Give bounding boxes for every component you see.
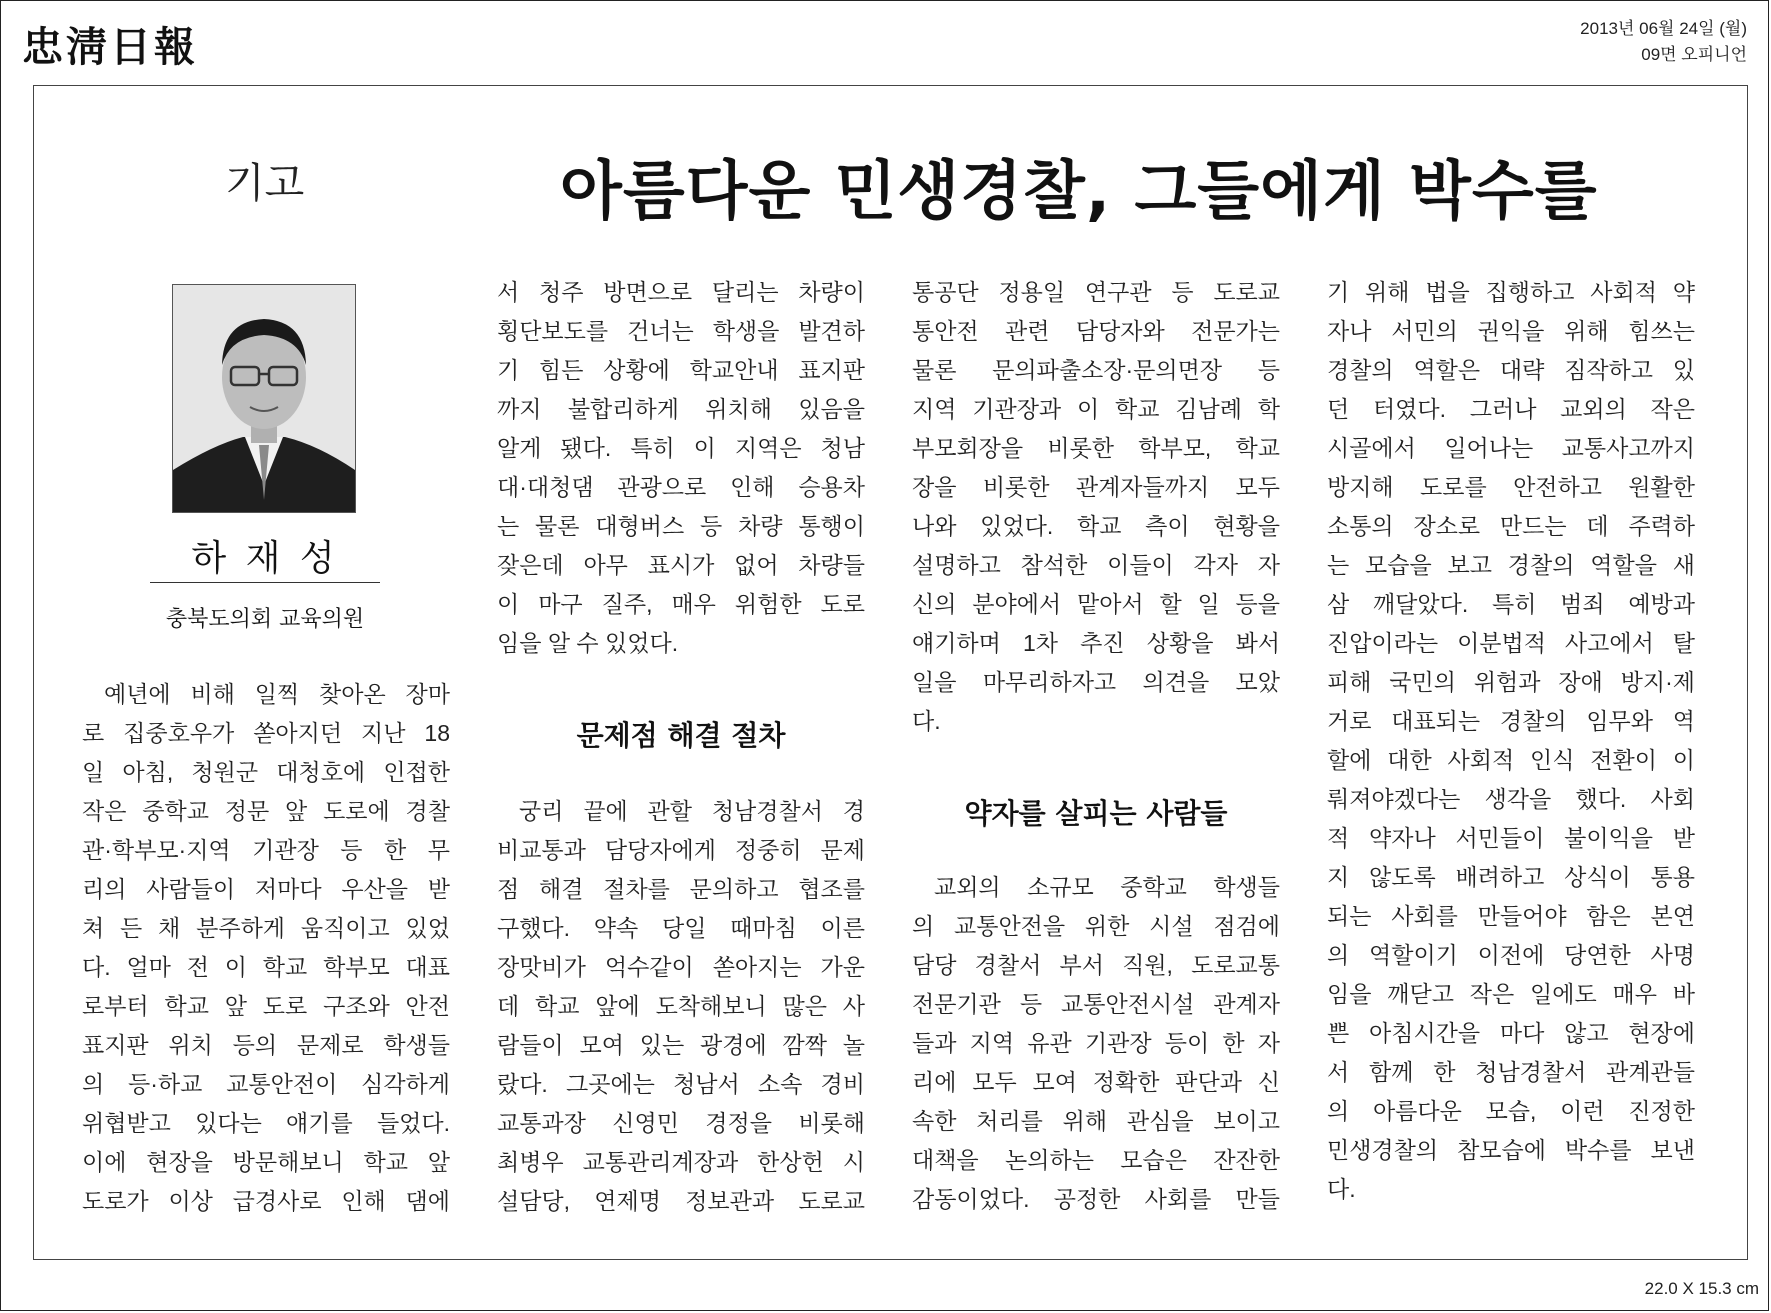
text-line: 물론 문의파출소장·문의면장 등 xyxy=(912,357,1280,383)
text-line: 민생경찰의 참모습에 박수를 보낸 xyxy=(1327,1137,1695,1163)
text-line: 속한 처리를 위해 관심을 보이고 xyxy=(912,1108,1280,1134)
text-line: 궁리 끝에 관할 청남경찰서 경 xyxy=(519,798,865,824)
text-line: 적 약자나 서민들이 불이익을 받 xyxy=(1327,825,1695,851)
text-line: 자나 서민의 권익을 위해 힘쓰는 xyxy=(1327,318,1695,344)
text-line: 기 힘든 상황에 학교안내 표지판 xyxy=(497,357,865,383)
text-line: 작은 중학교 정문 앞 도로에 경찰 xyxy=(82,798,450,824)
text-line: 리에 모두 모여 정확한 판단과 신 xyxy=(912,1069,1280,1095)
text-line: 다. 얼마 전 이 학교 학부모 대표 xyxy=(82,954,450,980)
text-line: 다. xyxy=(1327,1176,1356,1202)
text-line: 기 위해 법을 집행하고 사회적 약 xyxy=(1327,279,1695,305)
text-line: 쁜 아침시간을 마다 않고 현장에 xyxy=(1327,1020,1695,1046)
text-line: 의 역할이기 이전에 당연한 사명 xyxy=(1327,942,1695,968)
text-line: 데 학교 앞에 도착해보니 많은 사 xyxy=(497,993,865,1019)
issue-meta xyxy=(1580,16,1747,68)
text-line: 횡단보도를 건너는 학생을 발견하 xyxy=(497,318,865,344)
column-2-bottom xyxy=(497,792,865,1221)
text-line: 교외의 소규모 중학교 학생들 xyxy=(934,874,1280,900)
text-line: 랐다. 그곳에는 청남서 소속 경비 xyxy=(497,1071,865,1097)
text-line: 는 물론 대형버스 등 차량 통행이 xyxy=(497,513,865,539)
text-line: 장맛비가 억수같이 쏟아지는 가운 xyxy=(497,954,865,980)
text-line: 다. xyxy=(912,708,941,734)
text-line: 임을 알 수 있었다. xyxy=(497,630,679,656)
text-line: 의 등·하교 교통안전이 심각하게 xyxy=(82,1071,450,1097)
text-line: 일 아침, 청원군 대청호에 인접한 xyxy=(82,759,450,785)
text-line: 도로가 이상 급경사로 인해 댐에 xyxy=(82,1188,450,1214)
text-line: 예년에 비해 일찍 찾아온 장마 xyxy=(104,681,450,707)
text-line: 통안전 관련 담당자와 전문가는 xyxy=(912,318,1280,344)
text-line: 부모회장을 비롯한 학부모, 학교 xyxy=(912,435,1280,461)
text-line: 담당 경찰서 부서 직원, 도로교통 xyxy=(912,952,1280,978)
text-line: 서 함께 한 청남경찰서 관계관들 xyxy=(1327,1059,1695,1085)
text-line: 임을 깨닫고 작은 일에도 매우 바 xyxy=(1327,981,1695,1007)
text-line: 의 아름다운 모습, 이런 진정한 xyxy=(1327,1098,1695,1124)
headline: 아름다운 민생경찰, 그들에게 박수를 xyxy=(560,155,1598,229)
text-line: 설담당, 연제명 정보관과 도로교 xyxy=(497,1188,865,1214)
text-line: 로 집중호우가 쏟아지던 지난 18 xyxy=(82,720,450,746)
text-line: 방지해 도로를 안전하고 원활한 xyxy=(1327,474,1695,500)
column-3-bottom xyxy=(912,868,1280,1219)
subheading-problem-solving: 문제점 해결 절차 xyxy=(576,719,786,752)
newspaper-masthead: 忠淸日報 xyxy=(22,23,198,71)
subheading-caring-people: 약자를 살피는 사람들 xyxy=(964,797,1228,830)
text-line: 장을 비롯한 관계자들까지 모두 xyxy=(912,474,1280,500)
text-line: 통공단 정용일 연구관 등 도로교 xyxy=(912,279,1280,305)
text-line: 지 않도록 배려하고 상식이 통용 xyxy=(1327,864,1695,890)
text-line: 관·학부모·지역 기관장 등 한 무 xyxy=(82,837,450,863)
text-line: 이 마구 질주, 매우 위험한 도로 xyxy=(497,591,865,617)
text-line: 로부터 학교 앞 도로 구조와 안전 xyxy=(82,993,450,1019)
text-line: 경찰의 역할은 대략 짐작하고 있 xyxy=(1327,357,1695,383)
text-line: 피해 국민의 위험과 장애 방지·제 xyxy=(1327,669,1695,695)
text-line: 표지판 위치 등의 문제로 학생들 xyxy=(82,1032,450,1058)
text-line: 감동이었다. 공정한 사회를 만들 xyxy=(912,1186,1280,1212)
text-line: 일을 마무리하자고 의견을 모았 xyxy=(912,669,1280,695)
text-line: 던 터였다. 그러나 교외의 작은 xyxy=(1327,396,1695,422)
text-line: 리의 사람들이 저마다 우산을 받 xyxy=(82,876,450,902)
text-line: 최병우 교통관리계장과 한상헌 시 xyxy=(497,1149,865,1175)
portrait-image xyxy=(173,285,355,512)
text-line: 시골에서 일어나는 교통사고까지 xyxy=(1327,435,1695,461)
text-line: 대책을 논의하는 모습은 잔잔한 xyxy=(912,1147,1280,1173)
text-line: 할에 대한 사회적 인식 전환이 이 xyxy=(1327,747,1695,773)
text-line: 지역 기관장과 이 학교 김남례 학 xyxy=(912,396,1280,422)
author-name: 하 재 성 xyxy=(191,538,339,579)
column-4 xyxy=(1327,273,1695,1209)
text-line: 되는 사회를 만들어야 함은 본연 xyxy=(1327,903,1695,929)
text-line: 얘기하며 1차 추진 상황을 봐서 xyxy=(912,630,1280,656)
text-line: 나와 있었다. 학교 측이 현황을 xyxy=(912,513,1280,539)
text-line: 삼 깨달았다. 특히 범죄 예방과 xyxy=(1327,591,1695,617)
text-line: 신의 분야에서 맡아서 할 일 등을 xyxy=(912,591,1280,617)
author-title: 충북도의회 교육의원 xyxy=(165,607,365,632)
text-line: 교통과장 신영민 경정을 비롯해 xyxy=(497,1110,865,1136)
text-line: 들과 지역 유관 기관장 등이 한 자 xyxy=(912,1030,1280,1056)
column-3-top xyxy=(912,273,1280,741)
text-line: 설명하고 참석한 이들이 각자 자 xyxy=(912,552,1280,578)
text-line: 비교통과 담당자에게 정중히 문제 xyxy=(497,837,865,863)
issue-page: 09면 오피니언 xyxy=(1641,45,1747,64)
text-line: 뤄져야겠다는 생각을 했다. 사회 xyxy=(1327,786,1695,812)
text-line: 점 해결 절차를 문의하고 협조를 xyxy=(497,876,865,902)
text-line: 대·대청댐 관광으로 인해 승용차 xyxy=(497,474,865,500)
section-label: 기고 xyxy=(225,159,305,207)
text-line: 는 모습을 보고 경찰의 역할을 새 xyxy=(1327,552,1695,578)
text-line: 의 교통안전을 위한 시설 점검에 xyxy=(912,913,1280,939)
clipping-size-note: 22.0 X 15.3 cm xyxy=(1644,1279,1759,1298)
text-line: 이에 현장을 방문해보니 학교 앞 xyxy=(82,1149,450,1175)
column-2-top xyxy=(497,273,865,663)
text-line: 진압이라는 이분법적 사고에서 탈 xyxy=(1327,630,1695,656)
text-line: 위협받고 있다는 얘기를 들었다. xyxy=(82,1110,450,1136)
text-line: 서 청주 방면으로 달리는 차량이 xyxy=(497,279,865,305)
text-line: 까지 불합리하게 위치해 있음을 xyxy=(497,396,865,422)
text-line: 잦은데 아무 표시가 없어 차량들 xyxy=(497,552,865,578)
text-line: 소통의 장소로 만드는 데 주력하 xyxy=(1327,513,1695,539)
author-photo xyxy=(172,284,356,513)
issue-date: 2013년 06월 24일 (월) xyxy=(1580,19,1747,38)
column-1 xyxy=(82,675,450,1221)
name-divider xyxy=(150,582,380,583)
text-line: 알게 됐다. 특히 이 지역은 청남 xyxy=(497,435,865,461)
text-line: 전문기관 등 교통안전시설 관계자 xyxy=(912,991,1280,1017)
text-line: 거로 대표되는 경찰의 임무와 역 xyxy=(1327,708,1695,734)
text-line: 구했다. 약속 당일 때마침 이른 xyxy=(497,915,865,941)
text-line: 쳐 든 채 분주하게 움직이고 있었 xyxy=(82,915,450,941)
text-line: 람들이 모여 있는 광경에 깜짝 놀 xyxy=(497,1032,865,1058)
